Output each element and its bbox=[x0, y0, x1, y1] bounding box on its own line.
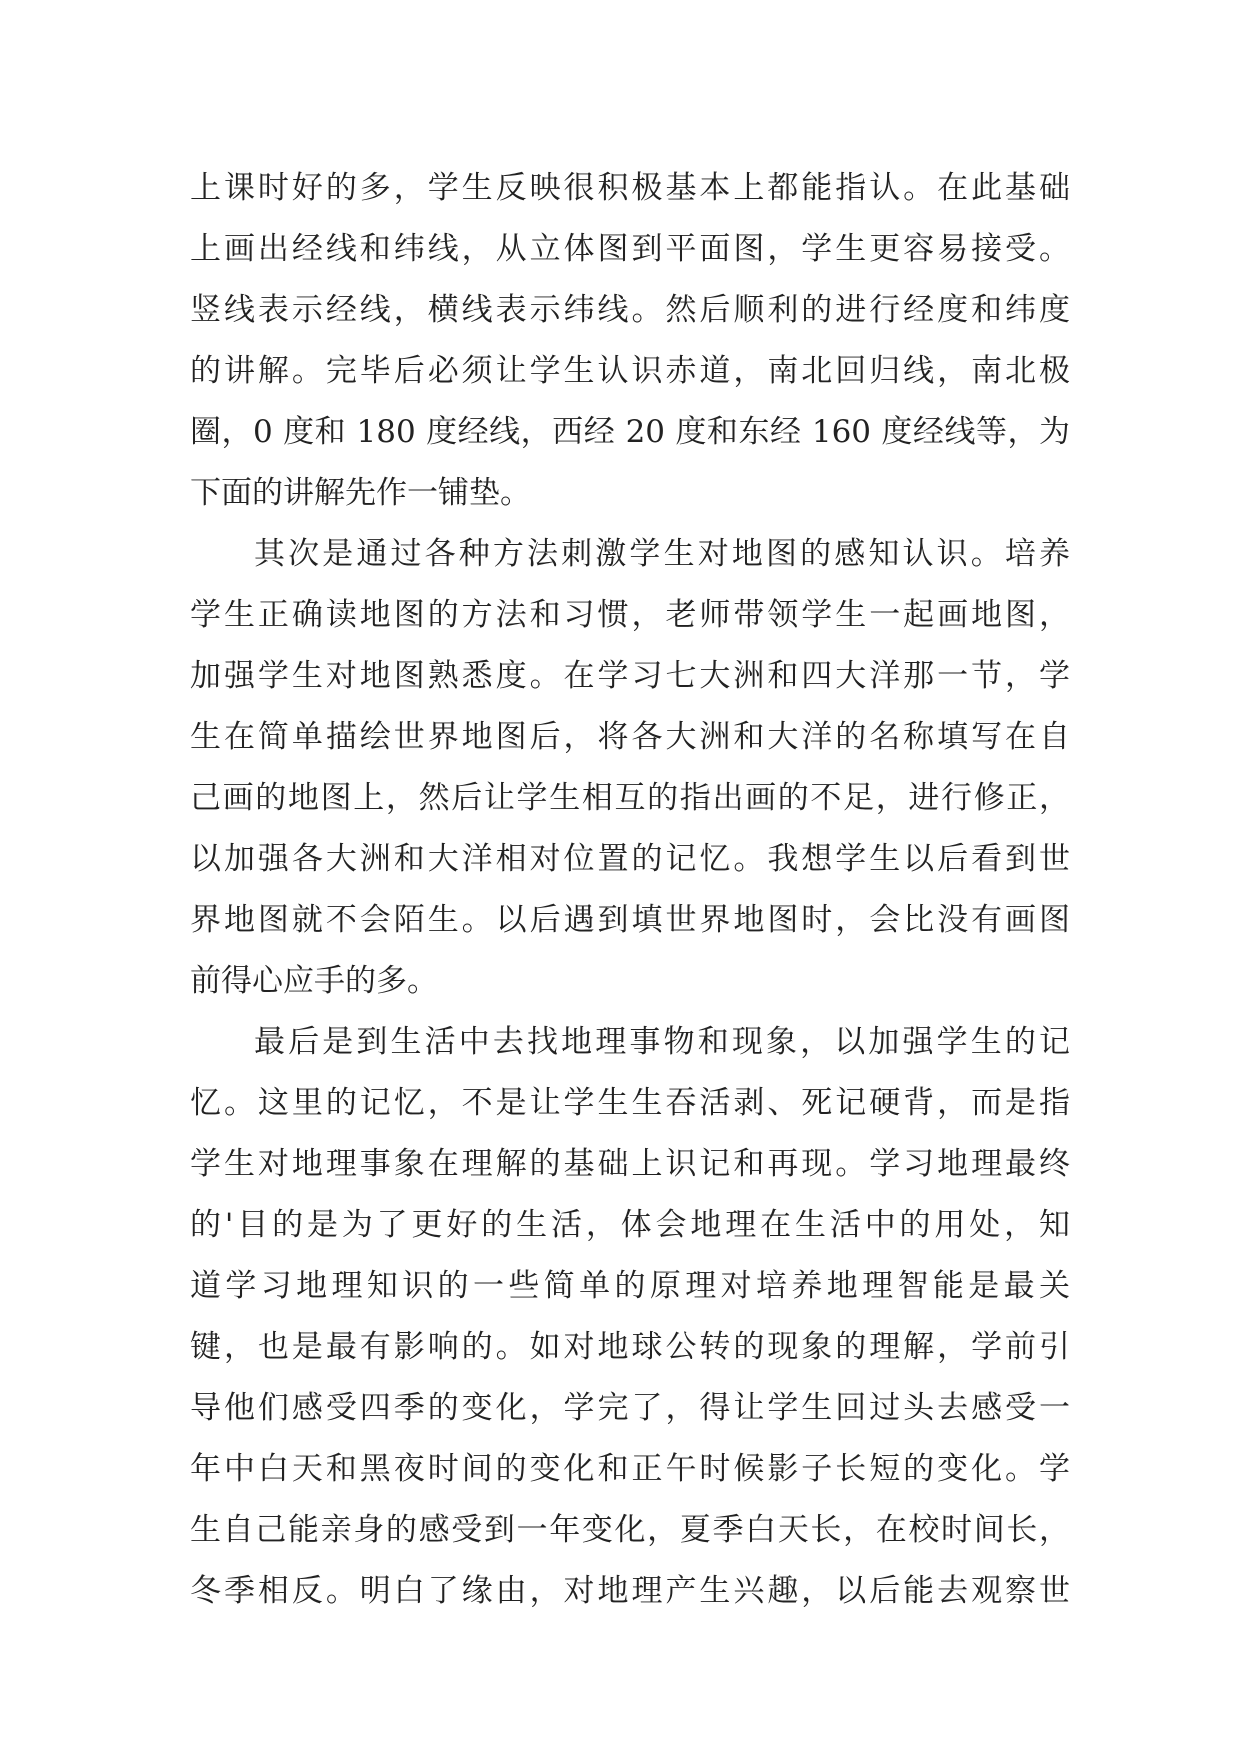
text-line: 的讲解。完毕后必须让学生认识赤道，南北回归线，南北极 bbox=[190, 353, 1070, 389]
text-line: 学生正确读地图的方法和习惯，老师带领学生一起画地图， bbox=[190, 597, 1070, 633]
text-line: 以加强各大洲和大洋相对位置的记忆。我想学生以后看到世 bbox=[190, 841, 1070, 877]
text-line: 其次是通过各种方法刺激学生对地图的感知认识。培养 bbox=[254, 536, 1070, 572]
text-line: 冬季相反。明白了缘由，对地理产生兴趣，以后能去观察世 bbox=[190, 1573, 1070, 1609]
text-line: 键，也是最有影响的。如对地球公转的现象的理解，学前引 bbox=[190, 1329, 1070, 1365]
text-line: 最后是到生活中去找地理事物和现象，以加强学生的记 bbox=[254, 1024, 1070, 1060]
text-line: 上画出经线和纬线，从立体图到平面图，学生更容易接受。 bbox=[190, 231, 1070, 267]
text-line: 忆。这里的记忆，不是让学生生吞活剥、死记硬背，而是指 bbox=[190, 1085, 1070, 1121]
text-line: 年中白天和黑夜时间的变化和正午时候影子长短的变化。学 bbox=[190, 1451, 1070, 1487]
text-line: 生在简单描绘世界地图后，将各大洲和大洋的名称填写在自 bbox=[190, 719, 1070, 755]
text-line: 己画的地图上，然后让学生相互的指出画的不足，进行修正， bbox=[190, 780, 1070, 816]
text-line: 前得心应手的多。 bbox=[190, 963, 438, 999]
text-line: 的'目的是为了更好的生活，体会地理在生活中的用处，知 bbox=[190, 1207, 1070, 1243]
text-line: 加强学生对地图熟悉度。在学习七大洲和四大洋那一节，学 bbox=[190, 658, 1070, 694]
text-line: 上课时好的多，学生反映很积极基本上都能指认。在此基础 bbox=[190, 170, 1070, 206]
text-line: 生自己能亲身的感受到一年变化，夏季白天长，在校时间长， bbox=[190, 1512, 1070, 1548]
text-line: 导他们感受四季的变化，学完了，得让学生回过头去感受一 bbox=[190, 1390, 1070, 1426]
body-text bbox=[190, 158, 1070, 1622]
text-line: 道学习地理知识的一些简单的原理对培养地理智能是最关 bbox=[190, 1268, 1070, 1304]
text-line: 竖线表示经线，横线表示纬线。然后顺利的进行经度和纬度 bbox=[190, 292, 1070, 328]
text-line: 圈，0 度和 180 度经线，西经 20 度和东经 160 度经线等，为 bbox=[190, 414, 1070, 450]
text-line: 下面的讲解先作一铺垫。 bbox=[190, 475, 531, 511]
text-line: 界地图就不会陌生。以后遇到填世界地图时，会比没有画图 bbox=[190, 902, 1070, 938]
text-line: 学生对地理事象在理解的基础上识记和再现。学习地理最终 bbox=[190, 1146, 1070, 1182]
